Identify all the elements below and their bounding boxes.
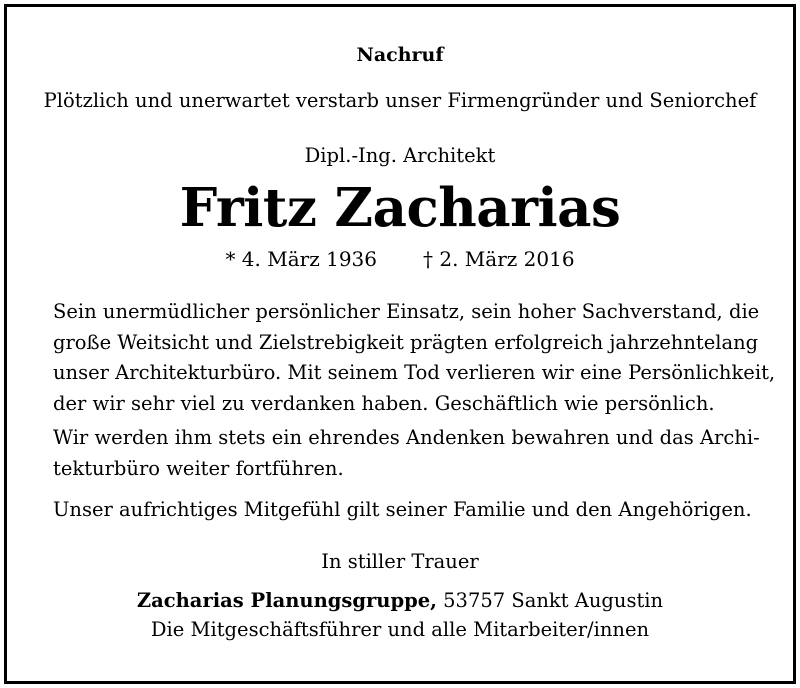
paragraph-line: der wir sehr viel zu verdanken haben. Geschäftlich wie persönlich. [53, 391, 715, 415]
paragraph-line: Sein unermüdlicher persönlicher Einsatz, sein hoher Sachverstand, die [53, 300, 760, 323]
deceased-name: Fritz Zacharias [179, 177, 621, 239]
condolence-paragraph [53, 495, 752, 526]
company-line [0, 589, 800, 612]
paragraph-line: unser Architekturbüro. Mit seinem Tod verlieren wir eine Persönlichkeit, [53, 361, 776, 384]
closing-phrase: In stiller Trauer [321, 550, 479, 573]
birth-date: * 4. März 1936 [225, 247, 377, 271]
paragraph-line: große Weitsicht und Zielstrebigkeit prägten erfolgreich jahrzehntelang [53, 330, 759, 354]
life-dates [0, 247, 800, 271]
deceased-title: Dipl.-Ing. Architekt [304, 144, 496, 167]
notice-heading: Nachruf [356, 44, 444, 66]
paragraph-line: Unser aufrichtiges Mitgefühl gilt seiner Familie und den Angehörigen. [53, 498, 752, 521]
notice-intro: Plötzlich und unerwartet verstarb unser Firmengründer und Seniorchef [43, 89, 757, 112]
death-date: † 2. März 2016 [423, 247, 575, 271]
tribute-paragraph [53, 297, 776, 419]
staff-line: Die Mitgeschäftsführer und alle Mitarbeiter/innen [150, 618, 650, 641]
remembrance-paragraph [53, 423, 760, 484]
company-location: 53757 Sankt Augustin [443, 589, 664, 612]
company-name: Zacharias Planungsgruppe, [136, 589, 437, 612]
paragraph-line: tekturbüro weiter fortführen. [53, 456, 344, 480]
paragraph-line: Wir werden ihm stets ein ehrendes Andenken bewahren und das Archi- [53, 426, 760, 449]
